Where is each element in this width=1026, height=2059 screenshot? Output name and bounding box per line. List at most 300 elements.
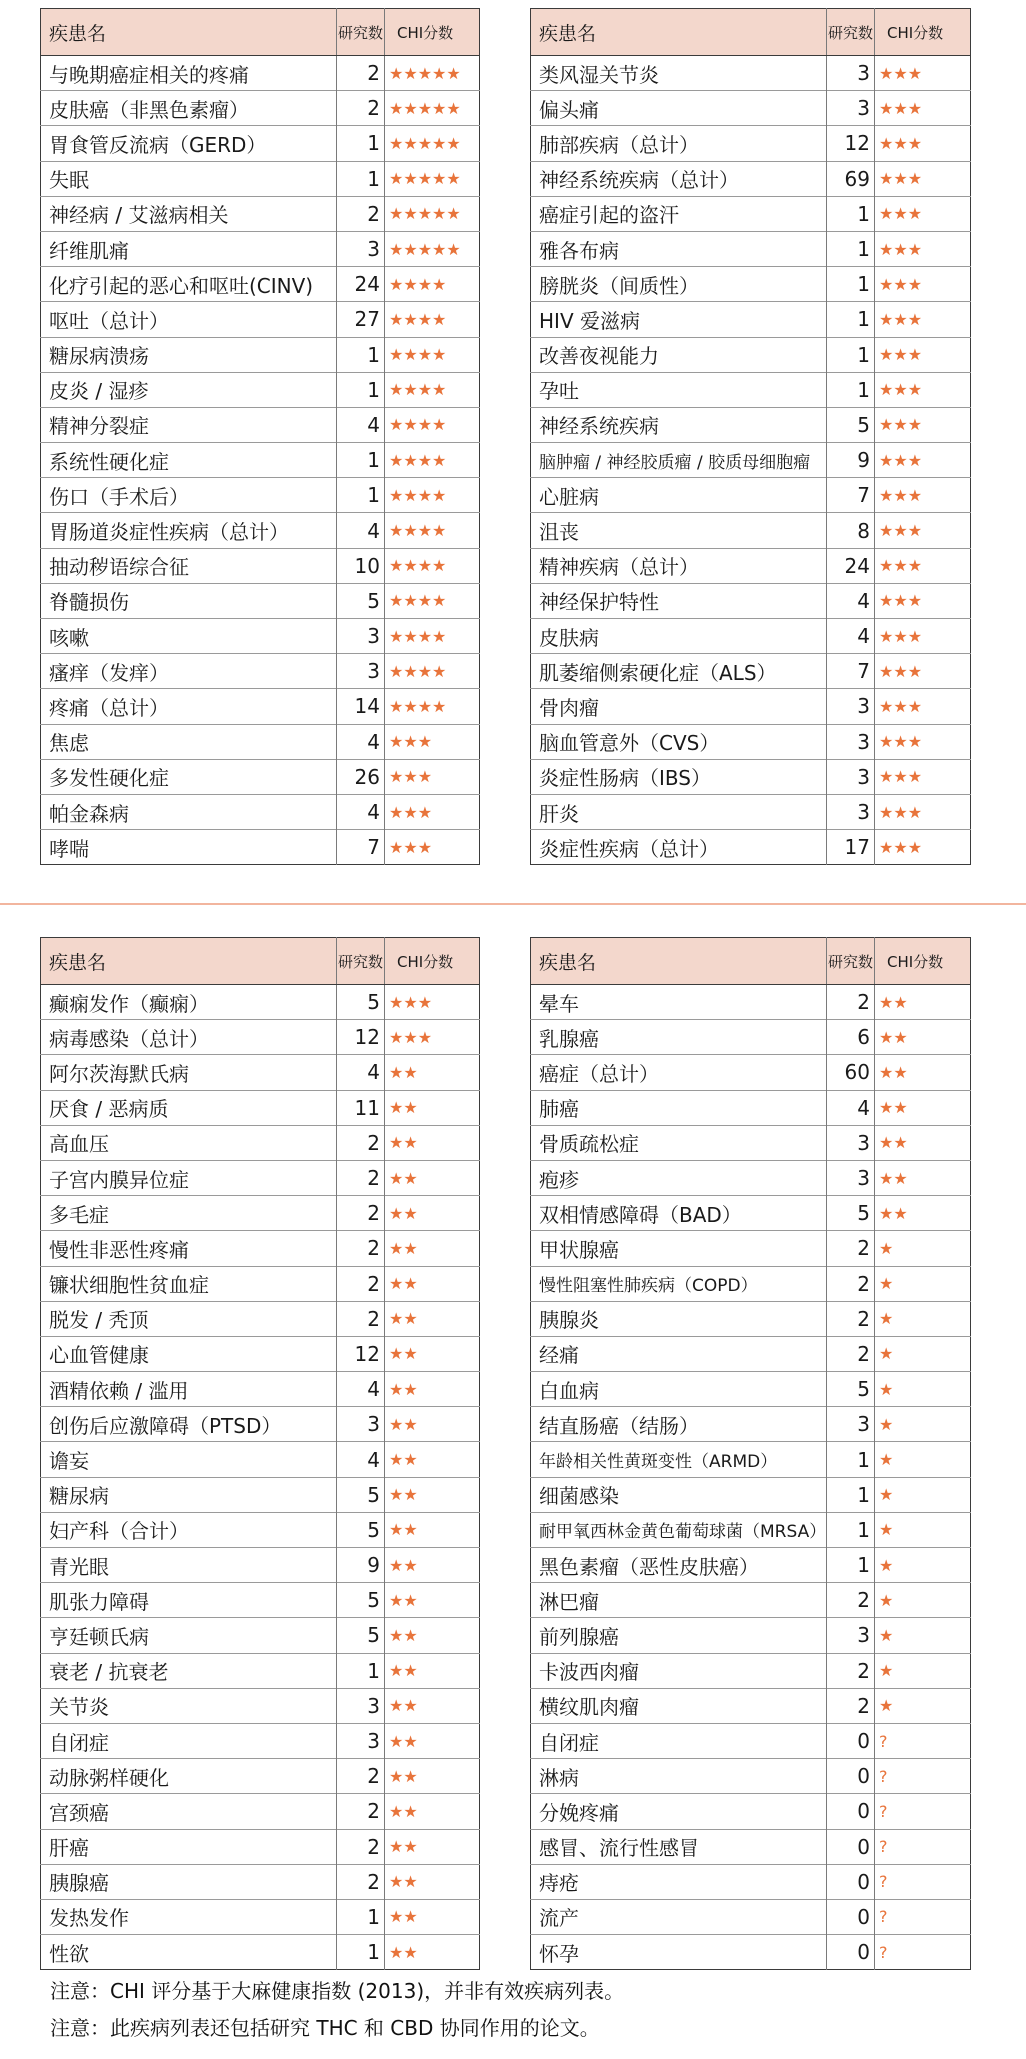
table-bottom-left (40, 937, 480, 1970)
chi-stars-cell: ★ (875, 1618, 971, 1653)
chi-stars-cell: ★★ (385, 1618, 480, 1653)
table-row (41, 1372, 480, 1407)
table-row (531, 1477, 971, 1512)
chi-stars-cell: ★★★ (875, 372, 971, 407)
disease-name-cell: 流产 (531, 1899, 827, 1934)
disease-name-cell: 性欲 (41, 1935, 337, 1970)
disease-name-cell: 衰老 / 抗衰老 (41, 1653, 337, 1688)
chi-stars-cell: ★★ (875, 1020, 971, 1055)
disease-name-cell: 乳腺癌 (531, 1020, 827, 1055)
study-count-cell: 26 (337, 759, 385, 794)
table-row (531, 1864, 971, 1899)
chi-stars-cell: ★★★ (875, 794, 971, 829)
table-row (41, 1301, 480, 1336)
study-count-cell: 4 (827, 1090, 875, 1125)
disease-name-cell: 发热发作 (41, 1899, 337, 1934)
study-count-cell: 3 (827, 724, 875, 759)
table-row (41, 1336, 480, 1371)
chi-stars-cell: ★★★ (875, 513, 971, 548)
disease-name-cell: 双相情感障碍（BAD） (531, 1196, 827, 1231)
disease-name-cell: 皮肤癌（非黑色素瘤） (41, 91, 337, 126)
study-count-cell: 7 (827, 478, 875, 513)
table-row (531, 267, 971, 302)
disease-name-cell: 化疗引起的恶心和呕吐(CINV) (41, 267, 337, 302)
study-count-cell: 4 (337, 1442, 385, 1477)
table-row (41, 1759, 480, 1794)
chi-stars-cell: ★★★★ (385, 548, 480, 583)
study-count-cell: 0 (827, 1864, 875, 1899)
study-count-cell: 1 (827, 302, 875, 337)
chi-stars-cell: ★★★★★ (385, 56, 480, 91)
disease-name-cell: 皮炎 / 湿疹 (41, 372, 337, 407)
table-row (41, 1055, 480, 1090)
header-disease-name: 疾患名 (531, 938, 827, 985)
chi-stars-cell: ★ (875, 1442, 971, 1477)
table-row (41, 759, 480, 794)
study-count-cell: 10 (337, 548, 385, 583)
chi-stars-cell: ★★★ (385, 830, 480, 865)
study-count-cell: 5 (337, 1583, 385, 1618)
chi-stars-cell: ★★ (385, 1125, 480, 1160)
table-row (41, 1266, 480, 1301)
study-count-cell: 2 (337, 1301, 385, 1336)
study-count-cell: 24 (337, 267, 385, 302)
table-row (41, 513, 480, 548)
study-count-cell: 1 (337, 337, 385, 372)
disease-name-cell: 怀孕 (531, 1935, 827, 1970)
disease-name-cell: 骨质疏松症 (531, 1125, 827, 1160)
disease-name-cell: 瘙痒（发痒） (41, 654, 337, 689)
study-count-cell: 3 (827, 1618, 875, 1653)
table-row (531, 1794, 971, 1829)
disease-name-cell: 皮肤病 (531, 619, 827, 654)
study-count-cell: 2 (337, 56, 385, 91)
chi-stars-cell: ★★★ (385, 759, 480, 794)
disease-name-cell: 炎症性疾病（总计） (531, 830, 827, 865)
table-row (41, 1548, 480, 1583)
table-row (531, 1829, 971, 1864)
table-row (41, 794, 480, 829)
table-row (531, 794, 971, 829)
table-row (531, 1301, 971, 1336)
chi-stars-cell: ★★★ (875, 443, 971, 478)
disease-name-cell: 肺部疾病（总计） (531, 126, 827, 161)
disease-name-cell: 帕金森病 (41, 794, 337, 829)
table-row (531, 1336, 971, 1371)
study-count-cell: 2 (827, 1301, 875, 1336)
table-row (531, 1266, 971, 1301)
table-row (531, 1090, 971, 1125)
disease-name-cell: 青光眼 (41, 1548, 337, 1583)
disease-name-cell: 肌萎缩侧索硬化症（ALS） (531, 654, 827, 689)
disease-name-cell: 骨肉瘤 (531, 689, 827, 724)
study-count-cell: 12 (827, 126, 875, 161)
study-count-cell: 3 (337, 619, 385, 654)
table-row (531, 1055, 971, 1090)
study-count-cell: 9 (827, 443, 875, 478)
chi-stars-cell: ★ (875, 1653, 971, 1688)
disease-name-cell: 系统性硬化症 (41, 443, 337, 478)
table-row (531, 985, 971, 1020)
study-count-cell: 1 (337, 1899, 385, 1934)
study-count-cell: 3 (827, 1125, 875, 1160)
study-count-cell: 69 (827, 161, 875, 196)
study-count-cell: 2 (827, 1336, 875, 1371)
disease-name-cell: 横纹肌肉瘤 (531, 1688, 827, 1723)
table-row (41, 56, 480, 91)
study-count-cell: 4 (337, 1055, 385, 1090)
table-row (531, 1618, 971, 1653)
chi-stars-cell: ★★★ (875, 126, 971, 161)
chi-stars-cell: ★★★ (385, 794, 480, 829)
disease-name-cell: 神经病 / 艾滋病相关 (41, 196, 337, 231)
study-count-cell: 4 (827, 583, 875, 618)
table-row (531, 1759, 971, 1794)
disease-name-cell: 焦虑 (41, 724, 337, 759)
table-row (41, 1723, 480, 1758)
disease-name-cell: 痔疮 (531, 1864, 827, 1899)
chi-stars-cell: ★★ (385, 1231, 480, 1266)
study-count-cell: 2 (827, 1231, 875, 1266)
chi-stars-cell: ★ (875, 1407, 971, 1442)
study-count-cell: 1 (827, 1442, 875, 1477)
table-row (531, 1231, 971, 1266)
table-row (41, 126, 480, 161)
chi-stars-cell: ? (875, 1759, 971, 1794)
chi-stars-cell: ? (875, 1935, 971, 1970)
study-count-cell: 1 (827, 1548, 875, 1583)
header-disease-name: 疾患名 (531, 9, 827, 56)
disease-name-cell: 类风湿关节炎 (531, 56, 827, 91)
disease-name-cell: 黑色素瘤（恶性皮肤癌） (531, 1548, 827, 1583)
study-count-cell: 4 (337, 724, 385, 759)
disease-name-cell: 经痛 (531, 1336, 827, 1371)
table-row (531, 1899, 971, 1934)
disease-name-cell: 淋巴瘤 (531, 1583, 827, 1618)
table-row (41, 1196, 480, 1231)
table-row (531, 513, 971, 548)
study-count-cell: 1 (337, 1653, 385, 1688)
chi-stars-cell: ★★★ (875, 302, 971, 337)
study-count-cell: 1 (337, 126, 385, 161)
section-divider (0, 903, 1026, 905)
study-count-cell: 0 (827, 1829, 875, 1864)
study-count-cell: 1 (337, 372, 385, 407)
table-row (531, 583, 971, 618)
chi-stars-cell: ★★ (875, 1055, 971, 1090)
table-row (41, 478, 480, 513)
chi-stars-cell: ★★★★ (385, 654, 480, 689)
table-row (531, 1512, 971, 1547)
chi-stars-cell: ★★★★★ (385, 196, 480, 231)
table-top-left (40, 8, 480, 865)
disease-name-cell: 妇产科（合计） (41, 1512, 337, 1547)
disease-name-cell: 精神分裂症 (41, 407, 337, 442)
study-count-cell: 3 (337, 1407, 385, 1442)
table-row (531, 1688, 971, 1723)
study-count-cell: 8 (827, 513, 875, 548)
table-row (531, 619, 971, 654)
study-count-cell: 5 (827, 407, 875, 442)
study-count-cell: 2 (337, 91, 385, 126)
chi-stars-cell: ★★★ (385, 985, 480, 1020)
footnote-chi: 注意：CHI 评分基于大麻健康指数 (2013)，并非有效疾病列表。 (50, 1979, 625, 2003)
study-count-cell: 60 (827, 1055, 875, 1090)
chi-stars-cell: ★★★ (875, 583, 971, 618)
chi-stars-cell: ★ (875, 1266, 971, 1301)
study-count-cell: 1 (827, 231, 875, 266)
table-row (41, 1125, 480, 1160)
chi-stars-cell: ★★★ (875, 724, 971, 759)
chi-stars-cell: ★★ (385, 1477, 480, 1512)
disease-name-cell: 白血病 (531, 1372, 827, 1407)
table-row (41, 161, 480, 196)
disease-name-cell: 与晚期癌症相关的疼痛 (41, 56, 337, 91)
table-row (531, 654, 971, 689)
header-disease-name: 疾患名 (41, 938, 337, 985)
table-row (41, 1231, 480, 1266)
disease-name-cell: 多发性硬化症 (41, 759, 337, 794)
chi-stars-cell: ★★★★ (385, 443, 480, 478)
chi-stars-cell: ★★★ (385, 1020, 480, 1055)
disease-name-cell: 细菌感染 (531, 1477, 827, 1512)
table-row (41, 1899, 480, 1934)
study-count-cell: 0 (827, 1935, 875, 1970)
chi-stars-cell: ★★★ (875, 830, 971, 865)
study-count-cell: 4 (337, 513, 385, 548)
study-count-cell: 2 (337, 1759, 385, 1794)
disease-name-cell: 伤口（手术后） (41, 478, 337, 513)
study-count-cell: 0 (827, 1899, 875, 1934)
footnote-thc-cbd: 注意：此疾病列表还包括研究 THC 和 CBD 协同作用的论文。 (50, 2016, 600, 2040)
study-count-cell: 3 (827, 56, 875, 91)
disease-name-cell: 肝炎 (531, 794, 827, 829)
study-count-cell: 17 (827, 830, 875, 865)
chi-stars-cell: ★★ (385, 1160, 480, 1195)
table-row (41, 372, 480, 407)
chi-stars-cell: ★★ (875, 1125, 971, 1160)
disease-name-cell: 镰状细胞性贫血症 (41, 1266, 337, 1301)
table-row (41, 1512, 480, 1547)
chi-stars-cell: ★★★★★ (385, 126, 480, 161)
disease-name-cell: 胰腺癌 (41, 1864, 337, 1899)
disease-name-cell: 癌症引起的盗汗 (531, 196, 827, 231)
study-count-cell: 12 (337, 1020, 385, 1055)
table-row (531, 724, 971, 759)
chi-stars-cell: ★★★★ (385, 302, 480, 337)
disease-name-cell: 脑肿瘤 / 神经胶质瘤 / 胶质母细胞瘤 (531, 443, 827, 478)
chi-stars-cell: ★★★ (875, 161, 971, 196)
chi-stars-cell: ? (875, 1899, 971, 1934)
disease-name-cell: 肺癌 (531, 1090, 827, 1125)
table-row (531, 1020, 971, 1055)
disease-name-cell: 沮丧 (531, 513, 827, 548)
chi-stars-cell: ★ (875, 1301, 971, 1336)
header-disease-name: 疾患名 (41, 9, 337, 56)
chi-stars-cell: ★★ (385, 1336, 480, 1371)
chi-stars-cell: ★★★★ (385, 478, 480, 513)
disease-name-cell: 膀胱炎（间质性） (531, 267, 827, 302)
disease-name-cell: 自闭症 (531, 1723, 827, 1758)
table-row (531, 407, 971, 442)
disease-name-cell: 晕车 (531, 985, 827, 1020)
study-count-cell: 1 (337, 161, 385, 196)
chi-stars-cell: ★★★★ (385, 689, 480, 724)
table-row (531, 478, 971, 513)
chi-stars-cell: ? (875, 1723, 971, 1758)
header-chi-score: CHI分数 (385, 9, 480, 56)
table-row (531, 1935, 971, 1970)
study-count-cell: 2 (827, 1266, 875, 1301)
chi-stars-cell: ★★ (385, 1442, 480, 1477)
study-count-cell: 4 (337, 794, 385, 829)
chi-stars-cell: ★★★★★ (385, 231, 480, 266)
chi-stars-cell: ★★ (385, 1372, 480, 1407)
table-row (41, 1020, 480, 1055)
table-row (531, 1407, 971, 1442)
chi-stars-cell: ★★★★ (385, 619, 480, 654)
study-count-cell: 3 (827, 1407, 875, 1442)
chi-stars-cell: ? (875, 1794, 971, 1829)
disease-name-cell: 酒精依赖 / 滥用 (41, 1372, 337, 1407)
chi-stars-cell: ★★★★ (385, 372, 480, 407)
disease-name-cell: 创伤后应激障碍（PTSD） (41, 1407, 337, 1442)
disease-name-cell: 胃肠道炎症性疾病（总计） (41, 513, 337, 548)
disease-name-cell: 失眠 (41, 161, 337, 196)
study-count-cell: 1 (337, 1935, 385, 1970)
study-count-cell: 3 (827, 759, 875, 794)
disease-name-cell: 癫痫发作（癫痫） (41, 985, 337, 1020)
table-row (531, 548, 971, 583)
chi-stars-cell: ★★★ (875, 231, 971, 266)
study-count-cell: 3 (337, 1723, 385, 1758)
table-row (41, 1442, 480, 1477)
study-count-cell: 6 (827, 1020, 875, 1055)
study-count-cell: 1 (827, 372, 875, 407)
study-count-cell: 0 (827, 1723, 875, 1758)
table-row (41, 302, 480, 337)
study-count-cell: 7 (337, 830, 385, 865)
disease-name-cell: 慢性阻塞性肺疾病（COPD） (531, 1266, 827, 1301)
disease-name-cell: 病毒感染（总计） (41, 1020, 337, 1055)
table-row (531, 689, 971, 724)
disease-name-cell: 子宫内膜异位症 (41, 1160, 337, 1195)
disease-name-cell: 年龄相关性黄斑变性（ARMD） (531, 1442, 827, 1477)
disease-name-cell: 甲状腺癌 (531, 1231, 827, 1266)
disease-name-cell: 耐甲氧西林金黄色葡萄球菌（MRSA） (531, 1512, 827, 1547)
study-count-cell: 5 (337, 1618, 385, 1653)
header-study-count: 研究数 (827, 9, 875, 56)
chi-stars-cell: ★★★★ (385, 513, 480, 548)
chi-stars-cell: ★★★★ (385, 407, 480, 442)
table-row (531, 372, 971, 407)
study-count-cell: 2 (337, 196, 385, 231)
disease-name-cell: 肝癌 (41, 1829, 337, 1864)
table-row (41, 1794, 480, 1829)
table-row (41, 583, 480, 618)
chi-stars-cell: ★ (875, 1477, 971, 1512)
header-chi-score: CHI分数 (875, 938, 971, 985)
study-count-cell: 3 (827, 794, 875, 829)
disease-name-cell: 胰腺炎 (531, 1301, 827, 1336)
header-study-count: 研究数 (337, 938, 385, 985)
table-row (41, 830, 480, 865)
study-count-cell: 1 (827, 337, 875, 372)
table-bottom-right (530, 937, 971, 1970)
table-row (531, 830, 971, 865)
chi-stars-cell: ★ (875, 1336, 971, 1371)
table-row (41, 654, 480, 689)
study-count-cell: 2 (337, 1196, 385, 1231)
study-count-cell: 2 (337, 1829, 385, 1864)
chi-stars-cell: ★★ (385, 1583, 480, 1618)
chi-stars-cell: ★★ (385, 1723, 480, 1758)
chi-stars-cell: ★★★ (875, 654, 971, 689)
table-row (41, 724, 480, 759)
chi-stars-cell: ★ (875, 1512, 971, 1547)
disease-name-cell: 雅各布病 (531, 231, 827, 266)
chi-stars-cell: ★★ (385, 1759, 480, 1794)
disease-name-cell: 结直肠癌（结肠） (531, 1407, 827, 1442)
study-count-cell: 12 (337, 1336, 385, 1371)
disease-name-cell: 感冒、流行性感冒 (531, 1829, 827, 1864)
table-row (531, 91, 971, 126)
table-row (531, 56, 971, 91)
study-count-cell: 2 (337, 1160, 385, 1195)
study-count-cell: 27 (337, 302, 385, 337)
chi-stars-cell: ★★ (385, 1055, 480, 1090)
study-count-cell: 4 (337, 1372, 385, 1407)
table-row (41, 619, 480, 654)
chi-stars-cell: ★★★ (875, 267, 971, 302)
table-row (41, 196, 480, 231)
table-row (41, 1477, 480, 1512)
disease-name-cell: 咳嗽 (41, 619, 337, 654)
table-row (531, 337, 971, 372)
chi-stars-cell: ★★★ (875, 689, 971, 724)
table-row (41, 1090, 480, 1125)
study-count-cell: 3 (337, 1688, 385, 1723)
disease-name-cell: 心脏病 (531, 478, 827, 513)
disease-name-cell: 分娩疼痛 (531, 1794, 827, 1829)
chi-stars-cell: ★★ (385, 1266, 480, 1301)
table-row (41, 1583, 480, 1618)
chi-stars-cell: ★★ (385, 1090, 480, 1125)
study-count-cell: 2 (337, 1794, 385, 1829)
study-count-cell: 0 (827, 1794, 875, 1829)
disease-name-cell: 精神疾病（总计） (531, 548, 827, 583)
study-count-cell: 7 (827, 654, 875, 689)
study-count-cell: 1 (827, 1477, 875, 1512)
chi-stars-cell: ★ (875, 1688, 971, 1723)
chi-stars-cell: ★★ (875, 1090, 971, 1125)
disease-name-cell: 厌食 / 恶病质 (41, 1090, 337, 1125)
study-count-cell: 3 (337, 231, 385, 266)
table-top-right (530, 8, 971, 865)
chi-stars-cell: ★★★★★ (385, 161, 480, 196)
chi-stars-cell: ★★ (385, 1196, 480, 1231)
table-row (41, 1688, 480, 1723)
study-count-cell: 1 (337, 443, 385, 478)
header-study-count: 研究数 (337, 9, 385, 56)
study-count-cell: 1 (827, 196, 875, 231)
disease-name-cell: 谵妄 (41, 1442, 337, 1477)
chi-stars-cell: ★★★★ (385, 337, 480, 372)
table-row (41, 1829, 480, 1864)
study-count-cell: 0 (827, 1759, 875, 1794)
table-row (41, 548, 480, 583)
study-count-cell: 4 (337, 407, 385, 442)
